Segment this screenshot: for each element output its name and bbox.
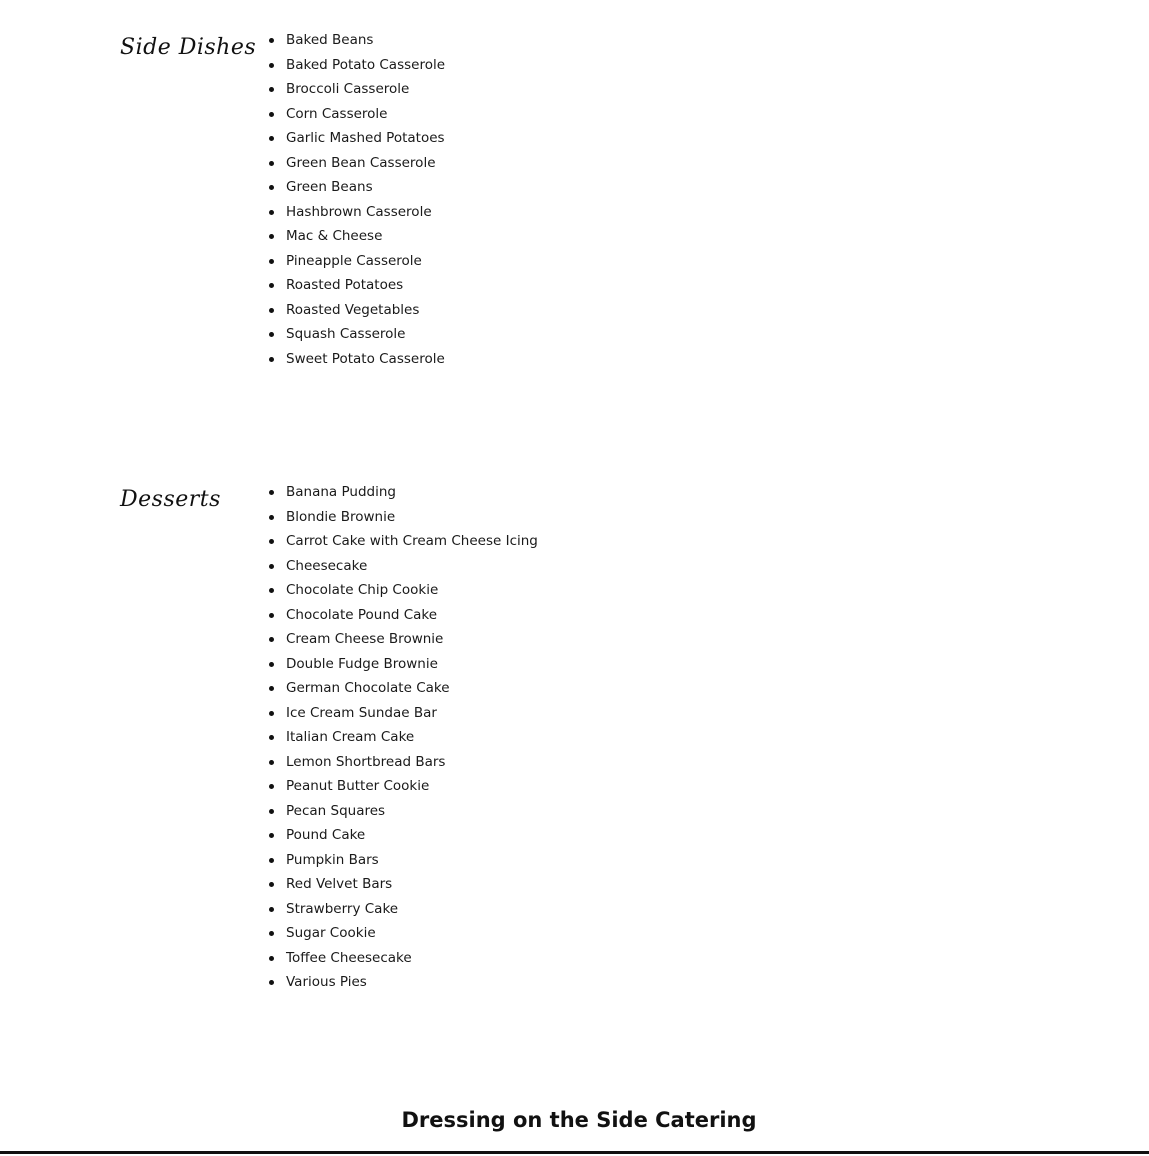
bullet-icon bbox=[269, 87, 274, 92]
menu-item-label: Roasted Potatoes bbox=[286, 277, 404, 293]
footer-divider bbox=[0, 1151, 1149, 1154]
bullet-icon bbox=[269, 588, 274, 593]
bullet-icon bbox=[269, 161, 274, 166]
side-dish-item bbox=[286, 28, 445, 53]
bullet-icon bbox=[269, 112, 274, 117]
menu-item-label: Pound Cake bbox=[286, 827, 366, 843]
menu-item-label: Lemon Shortbread Bars bbox=[286, 753, 446, 770]
side-dishes-heading: Side Dishes bbox=[120, 35, 257, 60]
bullet-icon bbox=[269, 711, 274, 716]
bullet-icon bbox=[269, 956, 274, 961]
dessert-item bbox=[286, 627, 538, 652]
bullet-icon bbox=[269, 185, 274, 190]
bullet-icon bbox=[269, 980, 274, 985]
dessert-item bbox=[286, 725, 538, 750]
side-dish-item bbox=[286, 53, 445, 78]
side-dish-item bbox=[286, 151, 445, 176]
side-dish-item bbox=[286, 77, 445, 102]
menu-item-label: Squash Casserole bbox=[286, 326, 406, 342]
dessert-item bbox=[286, 921, 538, 946]
side-dish-item bbox=[286, 126, 445, 151]
menu-item-label: Chocolate Chip Cookie bbox=[286, 582, 439, 598]
bullet-icon bbox=[269, 63, 274, 68]
bullet-icon bbox=[269, 613, 274, 618]
side-dish-item bbox=[286, 224, 445, 249]
catering-name-footer: Dressing on the Side Catering bbox=[401, 1108, 757, 1132]
side-dish-item bbox=[286, 347, 445, 372]
bullet-icon bbox=[269, 283, 274, 288]
desserts-list bbox=[286, 480, 538, 995]
menu-item-label: Banana Pudding bbox=[286, 484, 396, 500]
bullet-icon bbox=[269, 308, 274, 313]
dessert-item bbox=[286, 603, 538, 628]
menu-item-label: Red Velvet Bars bbox=[286, 876, 393, 892]
menu-item-label: Sugar Cookie bbox=[286, 925, 376, 941]
menu-item-label: Pumpkin Bars bbox=[286, 851, 379, 868]
bullet-icon bbox=[269, 332, 274, 337]
menu-item-label: Carrot Cake with Cream Cheese Icing bbox=[286, 533, 538, 549]
dessert-item bbox=[286, 848, 538, 873]
menu-item-label: Strawberry Cake bbox=[286, 900, 399, 917]
menu-item-label: Green Beans bbox=[286, 179, 373, 195]
menu-item-label: Baked Potato Casserole bbox=[286, 56, 446, 73]
bullet-icon bbox=[269, 38, 274, 43]
dessert-item bbox=[286, 946, 538, 971]
dessert-item bbox=[286, 701, 538, 726]
menu-item-label: Chocolate Pound Cake bbox=[286, 606, 438, 623]
dessert-item bbox=[286, 897, 538, 922]
menu-item-label: German Chocolate Cake bbox=[286, 680, 450, 696]
bullet-icon bbox=[269, 735, 274, 740]
menu-item-label: Toffee Cheesecake bbox=[286, 949, 412, 966]
menu-item-label: Baked Beans bbox=[286, 32, 374, 48]
menu-item-label: Cheesecake bbox=[286, 557, 368, 574]
dessert-item bbox=[286, 750, 538, 775]
dessert-item bbox=[286, 554, 538, 579]
dessert-item bbox=[286, 823, 538, 848]
bullet-icon bbox=[269, 809, 274, 814]
bullet-icon bbox=[269, 931, 274, 936]
bullet-icon bbox=[269, 882, 274, 887]
dessert-item bbox=[286, 799, 538, 824]
bullet-icon bbox=[269, 784, 274, 789]
menu-item-label: Mac & Cheese bbox=[286, 228, 383, 244]
bullet-icon bbox=[269, 760, 274, 765]
side-dish-item bbox=[286, 200, 445, 225]
side-dish-item bbox=[286, 102, 445, 127]
dessert-item bbox=[286, 578, 538, 603]
menu-item-label: Roasted Vegetables bbox=[286, 301, 420, 318]
menu-item-label: Pecan Squares bbox=[286, 802, 386, 819]
desserts-heading: Desserts bbox=[120, 487, 221, 512]
menu-item-label: Cream Cheese Brownie bbox=[286, 631, 444, 647]
dessert-item bbox=[286, 774, 538, 799]
menu-item-label: Pineapple Casserole bbox=[286, 252, 422, 269]
menu-item-label: Peanut Butter Cookie bbox=[286, 778, 430, 794]
side-dish-item bbox=[286, 298, 445, 323]
menu-item-label: Garlic Mashed Potatoes bbox=[286, 130, 445, 146]
side-dishes-list bbox=[286, 28, 445, 371]
bullet-icon bbox=[269, 564, 274, 569]
dessert-item bbox=[286, 505, 538, 530]
bullet-icon bbox=[269, 490, 274, 495]
menu-item-label: Italian Cream Cake bbox=[286, 729, 415, 745]
side-dish-item bbox=[286, 249, 445, 274]
bullet-icon bbox=[269, 210, 274, 215]
dessert-item bbox=[286, 872, 538, 897]
dessert-item bbox=[286, 652, 538, 677]
bullet-icon bbox=[269, 539, 274, 544]
bullet-icon bbox=[269, 833, 274, 838]
bullet-icon bbox=[269, 907, 274, 912]
side-dish-item bbox=[286, 273, 445, 298]
menu-item-label: Hashbrown Casserole bbox=[286, 203, 432, 220]
menu-item-label: Ice Cream Sundae Bar bbox=[286, 704, 437, 721]
menu-item-label: Blondie Brownie bbox=[286, 508, 396, 525]
bullet-icon bbox=[269, 259, 274, 264]
side-dish-item bbox=[286, 322, 445, 347]
bullet-icon bbox=[269, 357, 274, 362]
bullet-icon bbox=[269, 136, 274, 141]
dessert-item bbox=[286, 529, 538, 554]
menu-item-label: Corn Casserole bbox=[286, 105, 388, 122]
bullet-icon bbox=[269, 234, 274, 239]
menu-item-label: Green Bean Casserole bbox=[286, 154, 436, 171]
dessert-item bbox=[286, 676, 538, 701]
side-dish-item bbox=[286, 175, 445, 200]
bullet-icon bbox=[269, 515, 274, 520]
menu-item-label: Sweet Potato Casserole bbox=[286, 350, 445, 367]
bullet-icon bbox=[269, 686, 274, 691]
dessert-item bbox=[286, 480, 538, 505]
bullet-icon bbox=[269, 858, 274, 863]
menu-item-label: Double Fudge Brownie bbox=[286, 655, 438, 672]
menu-item-label: Various Pies bbox=[286, 974, 367, 990]
menu-item-label: Broccoli Casserole bbox=[286, 81, 410, 97]
dessert-item bbox=[286, 970, 538, 995]
bullet-icon bbox=[269, 637, 274, 642]
bullet-icon bbox=[269, 662, 274, 667]
